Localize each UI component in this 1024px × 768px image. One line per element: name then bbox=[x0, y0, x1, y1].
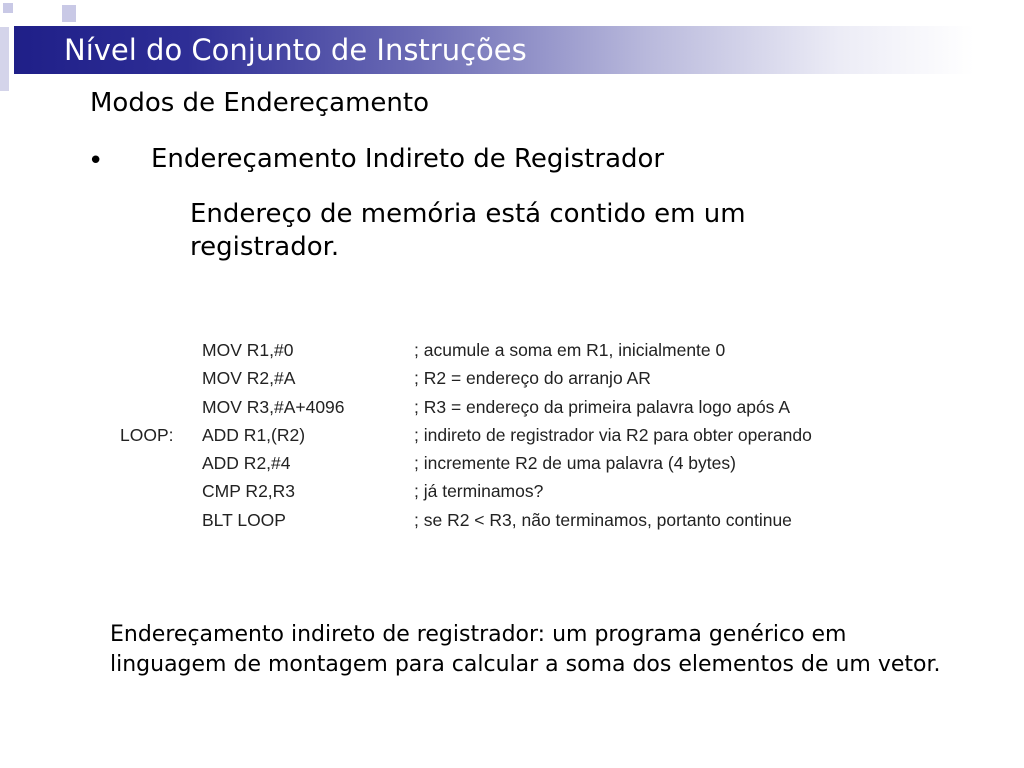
code-instruction: ADD R1,(R2) bbox=[202, 424, 306, 445]
code-instruction: CMP R2,R3 bbox=[202, 481, 296, 502]
code-comment: ; R2 = endereço do arranjo AR bbox=[414, 368, 651, 389]
decor-square bbox=[3, 3, 13, 13]
code-instruction: MOV R3,#A+4096 bbox=[202, 396, 345, 417]
code-instruction: ADD R2,#4 bbox=[202, 453, 291, 474]
bullet-item: Endereçamento Indireto de Registrador bbox=[151, 144, 665, 174]
code-instruction: BLT LOOP bbox=[202, 509, 286, 530]
code-comment: ; se R2 < R3, não terminamos, portanto continue bbox=[414, 509, 792, 530]
section-heading: Modos de Endereçamento bbox=[90, 88, 429, 118]
code-comment: ; acumule a soma em R1, inicialmente 0 bbox=[414, 340, 726, 360]
code-instruction: MOV R1,#0 bbox=[202, 340, 294, 360]
code-comment: ; indireto de registrador via R2 para obter operando bbox=[414, 424, 812, 445]
bullet-marker: • bbox=[88, 146, 104, 176]
decor-square bbox=[62, 5, 76, 22]
description-text: Endereço de memória está contido em um registrador. bbox=[190, 199, 746, 262]
decor-bar bbox=[0, 27, 9, 91]
figure-caption: Endereçamento indireto de registrador: um programa genérico em linguagem de montagem para calcular a soma dos elementos de um vetor. bbox=[110, 622, 941, 677]
code-comment: ; R3 = endereço da primeira palavra logo após A bbox=[414, 396, 790, 417]
code-comment: ; incremente R2 de uma palavra (4 bytes) bbox=[414, 453, 736, 474]
code-instruction: MOV R2,#A bbox=[202, 368, 296, 389]
code-comment: ; já terminamos? bbox=[414, 481, 544, 502]
code-label: LOOP: bbox=[120, 424, 174, 445]
slide-title: Nível do Conjunto de Instruções bbox=[64, 33, 527, 67]
